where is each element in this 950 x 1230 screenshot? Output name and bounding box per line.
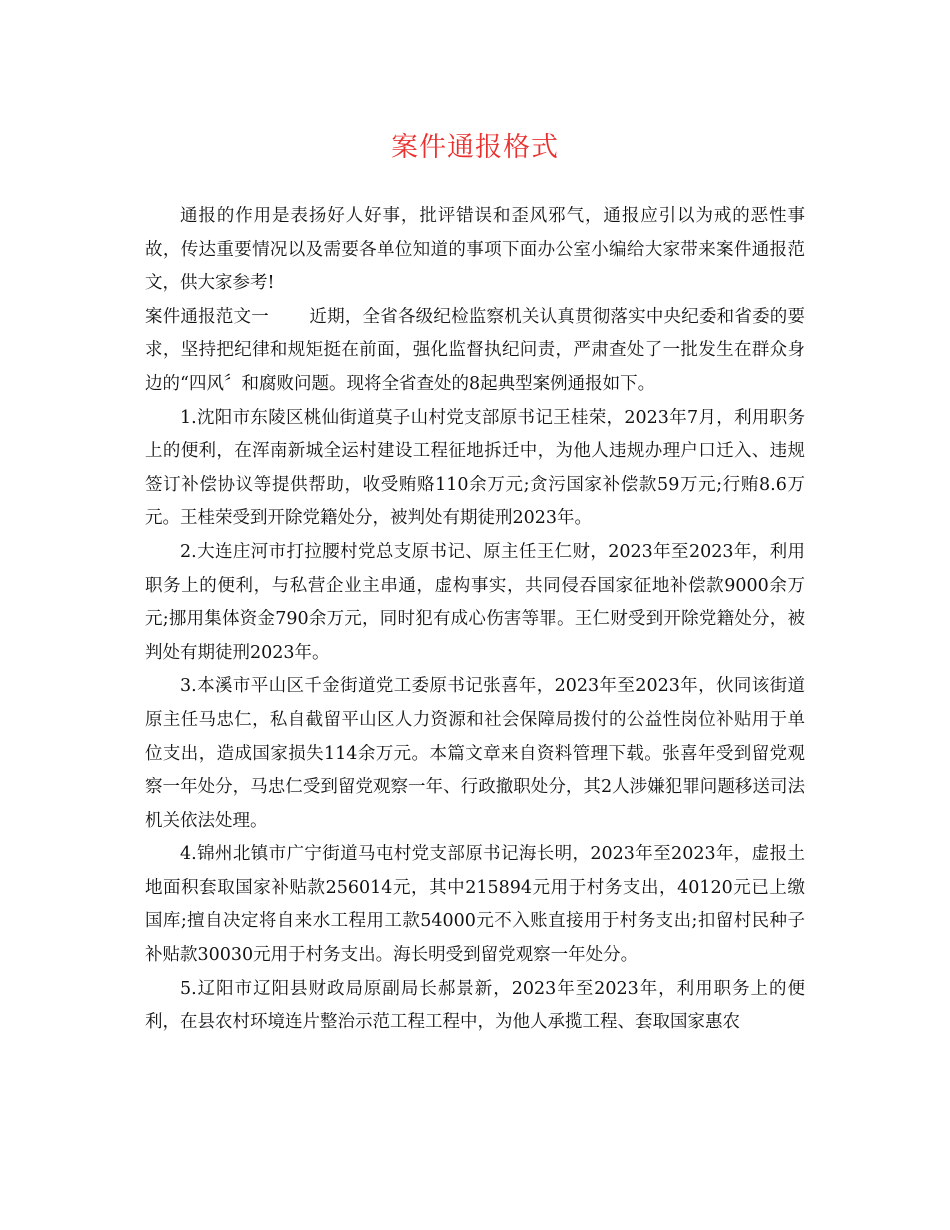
case-paragraph-4: 4.锦州北镇市广宁街道马屯村党支部原书记海长明，2023年至2023年，虚报土地面积套取国家补贴款256014元，其中215894元用于村务支出，40120元已上缴国库;擅自决定将自来水工程用工款54000元不入账直接用于村务支出;扣留村民种子补贴款30030元用于村务支出。海长明受到留党观察一年处分。 xyxy=(145,844,805,966)
document-body xyxy=(145,200,805,1040)
case-paragraph-1: 1.沈阳市东陵区桃仙街道莫子山村党支部原书记王桂荣，2023年7月，利用职务上的便利，在浑南新城全运村建设工程征地拆迁中，为他人违规办理户口迁入、违规签订补偿协议等提供帮助，收受贿赂110余万元;贪污国家补偿款59万元;行贿8.6万元。王桂荣受到开除党籍处分，被判处有期徒刑2023年。 xyxy=(145,407,805,529)
sample-paragraph xyxy=(145,301,805,402)
sample-heading: 案件通报范文一 xyxy=(145,306,269,327)
document-title: 案件通报格式 xyxy=(391,132,559,163)
intro-paragraph: 通报的作用是表扬好人好事，批评错误和歪风邪气，通报应引以为戒的恶性事故，传达重要情况以及需要各单位知道的事项下面办公室小编给大家带来案件通报范文，供大家参考! xyxy=(145,206,805,294)
sample-intro: 近期，全省各级纪检监察机关认真贯彻落实中央纪委和省委的要求，坚持把纪律和规矩挺在前面，强化监督执纪问责，严肃查处了一批发生在群众身边的“四风〞和腐败问题。现将全省查处的8起典型案例通报如下。 xyxy=(145,306,806,394)
case-paragraph-5: 5.辽阳市辽阳县财政局原副局长郝景新，2023年至2023年，利用职务上的便利，在县农村环境连片整治示范工程工程中，为他人承揽工程、套取国家惠农 xyxy=(145,978,805,1033)
case-paragraph-2: 2.大连庄河市打拉腰村党总支原书记、原主任王仁财，2023年至2023年，利用职务上的便利，与私营企业主串通，虚构事实，共同侵吞国家征地补偿款9000余万元;挪用集体资金790余万元，同时犯有成心伤害等罪。王仁财受到开除党籍处分，被判处有期徒刑2023年。 xyxy=(145,541,805,663)
case-paragraph-3: 3.本溪市平山区千金街道党工委原书记张喜年，2023年至2023年，伙同该街道原主任马忠仁，私自截留平山区人力资源和社会保障局拨付的公益性岗位补贴用于单位支出，造成国家损失114余万元。本篇文章来自资料管理下载。张喜年受到留党观察一年处分，马忠仁受到留党观察一年、行政撤职处分，其2人涉嫌犯罪问题移送司法机关依法处理。 xyxy=(145,676,805,831)
